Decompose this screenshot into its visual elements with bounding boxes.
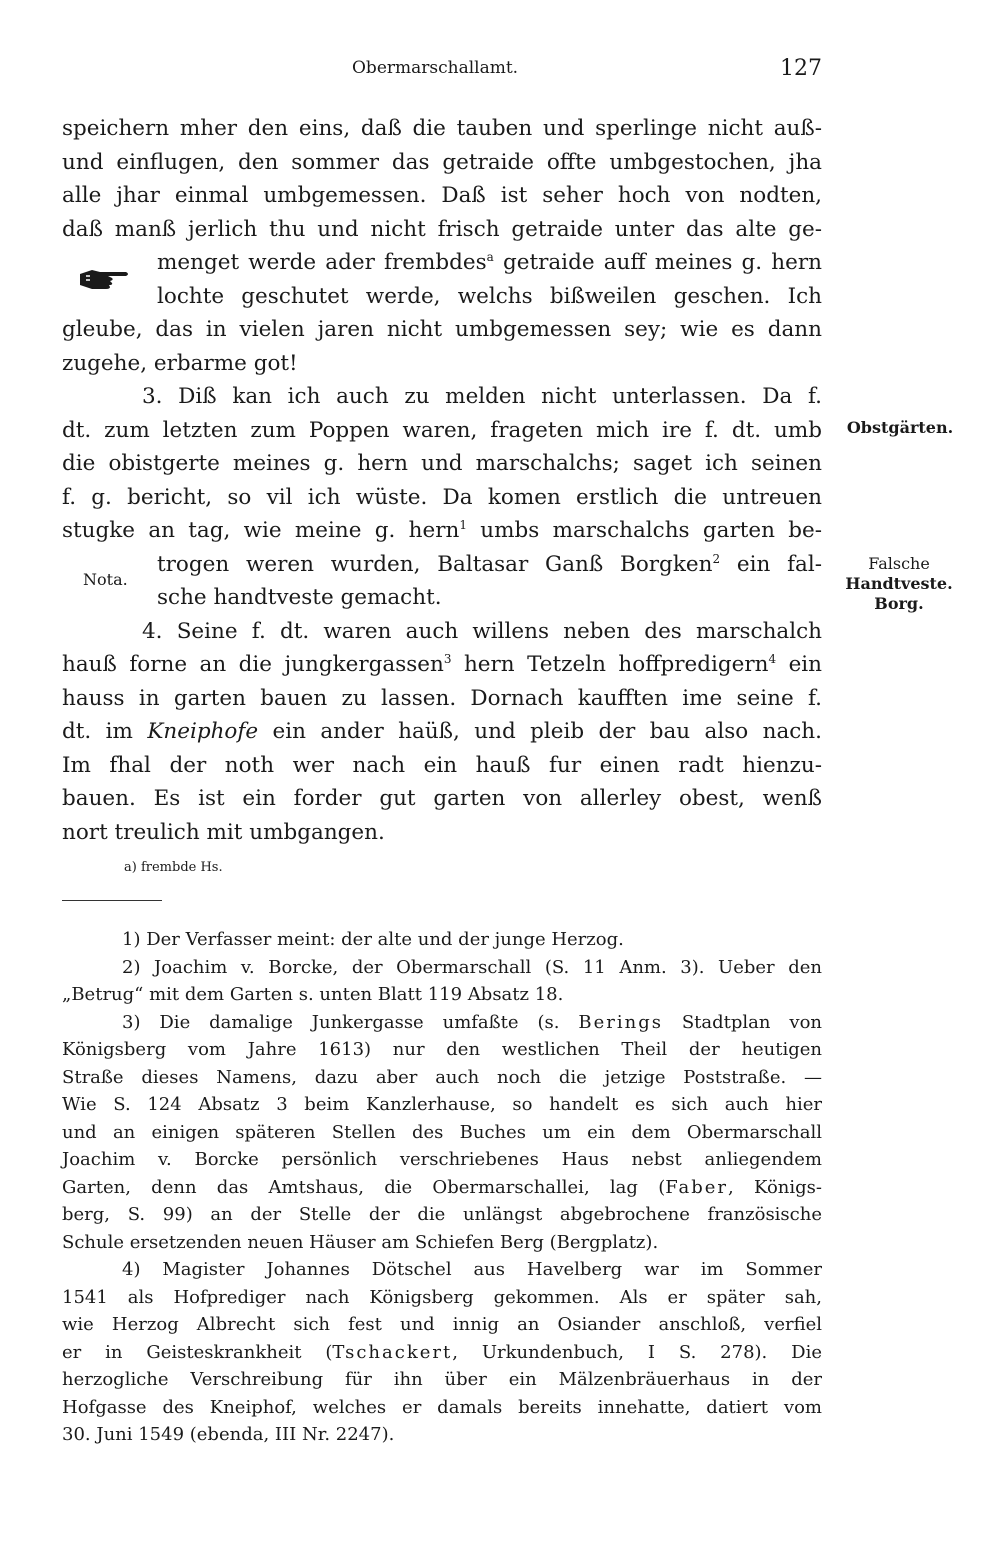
- footnote-4-cont: 1541 als Hofprediger nach Königsberg gekommen. Als er später sah,: [62, 1286, 822, 1308]
- page-header: [62, 58, 822, 86]
- text-line: nort treulich mit umbgangen.: [62, 819, 385, 845]
- footnote-3-cont: Joachim v. Borcke persönlich verschriebenes Haus nebst anliegendem: [62, 1149, 822, 1170]
- text-line: dt. zum letzten zum Poppen waren, frageten mich ire f. dt. umb: [62, 417, 822, 443]
- footnotes: [62, 926, 822, 1449]
- text-line: alle jhar einmal umbgemessen. Daß ist seher hoch von nodten,: [62, 183, 822, 208]
- text-line: dt. im Kneiphofe ein ander haüß, und pleib der bau also nach.: [62, 719, 822, 744]
- footnote-4-cont: Hofgasse des Kneiphof, welches er damals bereits innehatte, datiert vom: [62, 1396, 822, 1418]
- text-line: Im fhal der noth wer nach ein hauß fur einen radt hienzu-: [62, 752, 822, 778]
- text-line: hauss in garten bauen zu lassen. Dornach kaufften ime seine f.: [62, 685, 822, 711]
- margin-note-obstgarten: Obstgärten.: [846, 418, 954, 437]
- margin-note-nota: Nota.: [83, 570, 128, 589]
- footnote-3-cont: Königsberg vom Jahre 1613) nur den westlichen Theil der heutigen: [62, 1039, 822, 1060]
- textual-note: a) frembde Hs.: [124, 860, 223, 875]
- footnote-ref-4: 4: [768, 651, 777, 666]
- footnote-3-cont: Schule ersetzenden neuen Häuser am Schiefen Berg (Bergplatz).: [62, 1231, 659, 1253]
- footnote-3-cont: berg, S. 99) an der Stelle der die unlängst abgebrochene französische: [62, 1204, 822, 1225]
- text-line: f. g. bericht, so vil ich wüste. Da komen erstlich die untreuen: [62, 484, 822, 510]
- footnote-1: 1) Der Verfasser meint: der alte und der junge Herzog.: [122, 929, 624, 950]
- text-line: zugehe, erbarme got!: [62, 350, 298, 376]
- text-line: und einflugen, den sommer das getraide offte umbgestochen, jha: [62, 149, 822, 175]
- note-ref-a: a: [486, 249, 494, 264]
- footnote-4-cont: er in Geisteskrankheit (Tschackert, Urkundenbuch, I S. 278). Die: [62, 1341, 822, 1363]
- footnote-4-cont: wie Herzog Albrecht sich fest und innig an Osiander anschloß, verfiel: [62, 1314, 822, 1335]
- footnote-2-cont: „Betrug“ mit dem Garten s. unten Blatt 119 Absatz 18.: [62, 984, 564, 1005]
- footnote-ref-1: 1: [459, 517, 467, 532]
- text-line: sche handtveste gemacht.: [157, 585, 442, 610]
- page-number: 127: [780, 56, 822, 81]
- main-text: [62, 112, 822, 849]
- text-line: 3. Diß kan ich auch zu melden nicht unterlassen. Da f.: [142, 384, 822, 409]
- footnote-4-cont: 30. Juni 1549 (ebenda, III Nr. 2247).: [62, 1424, 395, 1445]
- text-line: daß manß jerlich thu und nicht frisch getraide unter das alte ge-: [62, 216, 822, 242]
- text-line: stugke an tag, wie meine g. hern$^1$ umbs marschalchs garten be-: [62, 517, 822, 543]
- footnote-4: 4) Magister Johannes Dötschel aus Havelberg war im Sommer: [122, 1259, 822, 1280]
- text-line: trogen weren wurden, Baltasar Ganß Borgken$^2$ ein fal-: [157, 551, 822, 577]
- text-line: menget werde ader frembdes$^a$ getraide auff meines g. hern: [157, 249, 822, 275]
- footnote-divider: [62, 900, 162, 901]
- text-line: die obistgerte meines g. hern und marschalchs; saget ich seinen: [62, 451, 822, 476]
- footnote-3-cont: und an einigen späteren Stellen des Buches um ein dem Obermarschall: [62, 1121, 822, 1143]
- margin-note-falsche-handtveste: Falsche Handtveste. Borg.: [845, 554, 953, 613]
- footnote-ref-3: 3: [443, 651, 452, 666]
- footnote-4-cont: herzogliche Verschreibung für ihn über ein Mälzenbräuerhaus in der: [62, 1369, 822, 1390]
- text-line: 4. Seine f. dt. waren auch willens neben des marschalch: [142, 618, 822, 644]
- footnote-3: 3) Die damalige Junkergasse umfaßte (s. Berings Stadtplan von: [122, 1011, 823, 1033]
- footnote-ref-2: 2: [712, 551, 721, 566]
- running-head: Obermarschallamt.: [352, 58, 519, 78]
- text-line: hauß forne an die jungkergassen$^3$ hern Tetzeln hoffpredigern$^4$ ein: [62, 651, 823, 677]
- text-line: lochte geschutet werde, welchs bißweilen geschen. Ich: [157, 283, 822, 309]
- text-line: bauen. Es ist ein forder gut garten von allerley obest, wenß: [62, 786, 822, 811]
- footnote-2: 2) Joachim v. Borcke, der Obermarschall (S. 11 Anm. 3). Ueber den: [122, 956, 822, 978]
- footnote-3-cont: Garten, denn das Amtshaus, die Obermarschallei, lag (Faber, Königs-: [62, 1176, 822, 1198]
- footnote-3-cont: Straße dieses Namens, dazu aber auch noch die jetzige Poststraße. —: [62, 1066, 822, 1088]
- footnote-3-cont: Wie S. 124 Absatz 3 beim Kanzlerhause, so handelt es sich auch hier: [62, 1094, 822, 1115]
- text-line: gleube, das in vielen jaren nicht umbgemessen sey; wie es dann: [62, 317, 822, 342]
- text-line: speichern mher den eins, daß die tauben und sperlinge nicht auß-: [62, 116, 822, 141]
